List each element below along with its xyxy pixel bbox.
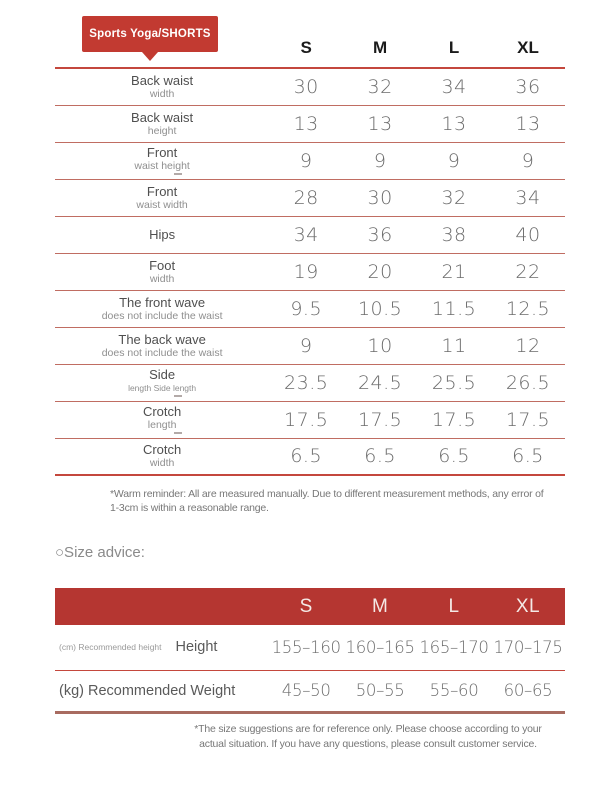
cell-value: 12.5 [505,297,551,320]
cell-value: 40 [515,223,541,246]
row-sublabel: width [149,457,175,470]
cell-value: 30 [367,186,393,209]
cell-value: 6.5 [290,445,323,468]
advice-label-wrap [55,683,269,699]
cell-value: 9 [521,149,535,172]
table-row [55,253,565,290]
measurement-table [55,28,565,476]
cell-value: 11 [441,334,467,357]
row-label-cell [55,142,269,179]
advice-size-col-xl: XL [515,595,541,617]
cell-value: 34 [293,223,319,246]
cell-value: 13 [293,112,319,135]
row-label: Back waist [131,109,194,125]
row-label: Side [149,367,176,382]
row-label: The back wave [118,331,206,347]
row-label: Front [146,183,178,199]
advice-size-col-l: L [448,595,460,617]
cell-value: 6.5 [512,445,544,468]
advice-cell-value: 170–175 [493,637,563,657]
table-row [55,105,565,142]
cell-value: 23.5 [284,371,329,394]
table-row [55,438,565,475]
row-sublabel: length [147,419,177,431]
advice-label: (kg) Recommended Weight [59,682,236,699]
row-label-cell [55,105,269,142]
cell-value: 17.5 [357,408,403,431]
advice-label-wrap [55,639,269,655]
row-sublabel: does not include the waist [101,309,223,322]
cell-value: 11.5 [431,297,477,320]
advice-label-cell [55,670,269,712]
cell-value: 17.5 [431,408,477,431]
table-row [55,401,565,438]
row-label-cell [55,253,269,290]
cell-value: 32 [441,186,467,209]
cell-value: 28 [293,186,319,209]
size-header-row [55,28,565,68]
size-advice-note-line1: *The size suggestions are for reference only. Please choose according to your [194,723,542,735]
size-col-m: M [373,37,388,57]
row-label: Foot [149,257,176,273]
row-label-cell [55,364,269,401]
row-sublabel: does not include the waist [101,346,223,359]
advice-label-cell [55,625,269,670]
cell-value: 20 [367,260,393,283]
row-sublabel: width [149,272,175,285]
cell-value: 9 [447,149,461,172]
row-label-mark [174,173,182,175]
advice-label: Height [175,639,218,656]
size-advice-body [55,625,565,712]
size-advice-note [168,722,568,752]
cell-value: 9.5 [290,297,323,320]
size-col-xl: XL [517,37,539,57]
advice-size-col-s: S [299,595,313,617]
row-label-cell [55,216,269,253]
row-label-cell [55,179,269,216]
advice-cell-value: 165–170 [419,637,489,657]
table-row [55,142,565,179]
cell-value: 30 [293,75,319,98]
cell-value: 10 [367,334,393,357]
cell-value: 6.5 [438,445,470,468]
cell-value: 21 [441,260,467,283]
advice-cell-value: 50–55 [355,681,405,700]
size-advice-header [55,588,565,625]
row-sublabel: waist width [136,198,188,211]
row-label-cell [55,327,269,364]
measurement-table-header [55,28,565,68]
size-col-s: S [300,37,312,57]
size-advice-header-row [55,588,565,625]
cell-value: 9 [299,149,313,172]
corner-cell [55,28,269,68]
advice-size-col-m: M [371,595,389,617]
row-label: The front wave [119,294,206,310]
warm-reminder-line1: *Warm reminder: All are measured manually. Due to different measurement methods, any error of [110,488,544,500]
row-sublabel: width [149,87,175,100]
row-label-cell [55,68,269,105]
cell-value: 34 [515,186,541,209]
row-label: Front [146,145,178,160]
cell-value: 22 [515,260,541,283]
row-label: Crotch [142,404,182,419]
advice-cell-value: 55–60 [429,681,479,700]
table-row [55,327,565,364]
cell-value: 32 [367,75,393,98]
size-advice-table [55,588,565,714]
cell-value: 24.5 [357,371,403,394]
cell-value: 38 [441,223,467,246]
cell-value: 12 [515,334,541,357]
cell-value: 17.5 [505,408,551,431]
cell-value: 36 [367,223,393,246]
cell-value: 25.5 [431,371,477,394]
advice-row [55,670,565,712]
size-advice-heading: ○Size advice: [55,544,145,561]
product-badge-label: Sports Yoga/SHORTS [89,28,211,40]
row-label-cell [55,438,269,475]
row-label-mark [174,432,182,434]
advice-row [55,625,565,670]
row-label: Crotch [142,442,182,458]
table-row [55,179,565,216]
size-advice-note-line2: actual situation. If you have any questions, please consult customer service. [199,738,537,750]
row-label-cell [55,290,269,327]
advice-cell-value: 60–65 [503,681,553,700]
corner-cell [55,588,269,625]
cell-value: 6.5 [364,445,396,468]
cell-value: 19 [293,260,319,283]
cell-value: 13 [367,112,393,135]
warm-reminder [110,487,580,515]
cell-value: 13 [515,112,541,135]
table-row [55,216,565,253]
cell-value: 9 [299,334,313,357]
cell-value: 9 [373,149,387,172]
row-label: Back waist [131,72,194,88]
table-row [55,364,565,401]
row-label-mark [174,395,182,397]
row-label: Hips [149,226,176,242]
table-row [55,68,565,105]
size-col-l: L [448,37,460,57]
row-sublabel: length Side length [128,383,197,393]
measurement-table-body [55,68,565,475]
warm-reminder-line2: 1-3cm is within a reasonable range. [110,502,269,514]
advice-label-small: (cm) Recommended height [59,642,162,653]
advice-cell-value: 45–50 [281,681,331,700]
row-sublabel: waist height [134,160,190,172]
table-row [55,290,565,327]
advice-cell-value: 155–160 [271,637,341,657]
row-sublabel: height [147,124,177,137]
cell-value: 36 [515,75,541,98]
row-label-cell [55,401,269,438]
cell-value: 34 [441,75,467,98]
advice-cell-value: 160–165 [345,637,415,657]
cell-value: 13 [441,112,467,135]
cell-value: 26.5 [505,371,551,394]
cell-value: 17.5 [284,408,329,431]
cell-value: 10.5 [357,297,403,320]
